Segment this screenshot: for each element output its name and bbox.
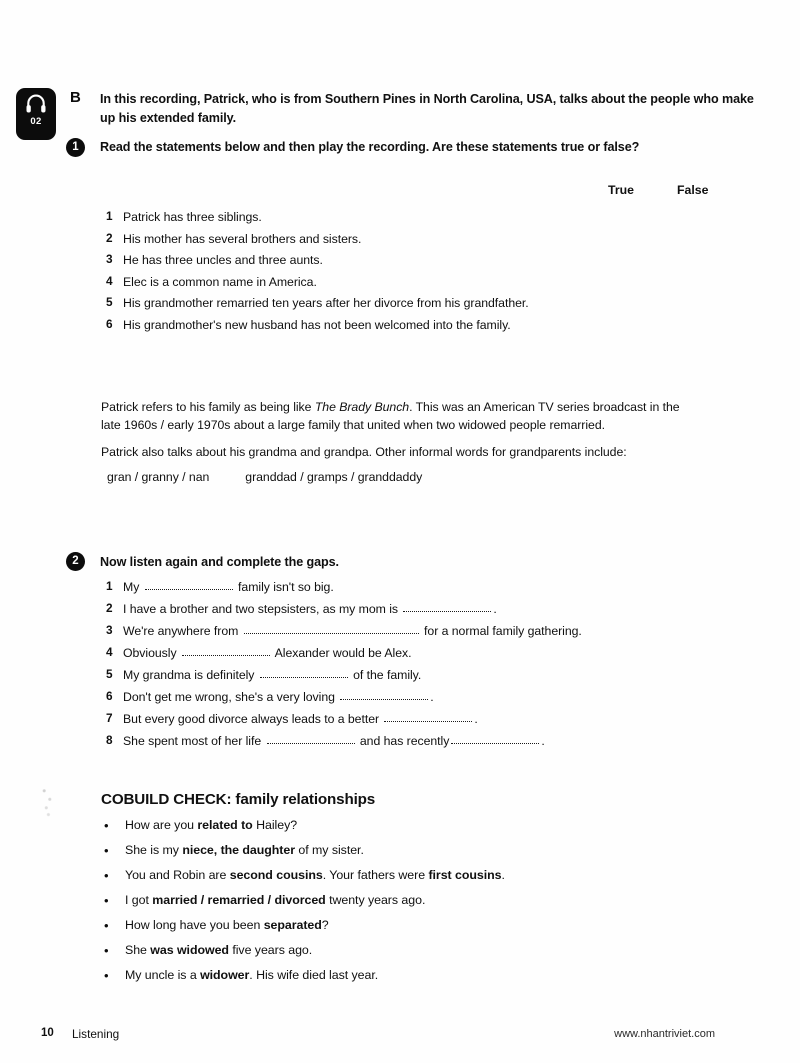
plain-text: ? [321,917,329,932]
statement-row[interactable] [106,294,726,312]
keyword-highlight: married / remarried / divorced [152,892,326,907]
keyword-highlight: separated [263,917,322,932]
headphones-icon [25,93,47,114]
gap-fill-text [123,732,545,750]
keyword-highlight: first cousins [428,867,502,882]
gap-fill-after: family isn't so big. [234,580,334,594]
bullet-icon: • [104,917,109,933]
answer-blank[interactable] [267,743,355,744]
keyword-highlight: related to [197,818,253,832]
cobuild-example-text [125,842,364,860]
statement-text: He has three uncles and three aunts. [123,253,323,268]
gap-fill-text [123,644,412,662]
statement-text: His grandmother remarried ten years after her divorce from his grandfather. [123,296,529,311]
gap-fill-row[interactable] [106,666,746,684]
statement-number: 2 [106,230,113,245]
gap-fill-after: and has recently [356,733,450,748]
statement-number: 6 [106,316,113,331]
statement-row[interactable] [106,316,726,334]
gap-fill-text [123,622,582,640]
answer-blank[interactable] [403,611,491,612]
gap-fill-tail: . [493,601,497,616]
gap-fill-before: My grandma is definitely [123,667,258,682]
footer-page-number: 10 [41,1027,54,1039]
plain-text: . Your fathers were [322,867,429,882]
gap-fill-before: Don't get me wrong, she's a very loving [123,689,339,704]
answer-blank[interactable] [260,677,348,678]
gap-fill-row[interactable] [106,732,746,750]
keyword-highlight: second cousins [229,867,323,882]
gap-fill-tail: . [541,733,545,748]
gap-fill-before: But every good divorce always leads to a better [123,711,383,726]
statement-number: 4 [106,273,113,288]
list-item [104,842,744,860]
task-2-prompt: Now listen again and complete the gaps. [100,555,339,569]
informal-words-row [101,468,701,486]
statement-number: 3 [106,252,113,267]
plain-text: five years ago. [228,942,313,957]
cobuild-example-text [125,917,329,935]
cobuild-example-text [125,867,505,885]
plain-text: She [125,942,151,957]
task-1-marker: 1 [66,138,85,157]
answer-blank[interactable] [384,721,472,722]
gap-fill-number: 2 [106,600,113,615]
plain-text: . His wife died last year. [249,967,379,982]
notes-text-2: . This was an American TV series broadcast in the late 1960s / early 1970s about a large family that united when two widowed people remarried. [101,400,680,433]
statement-text: Patrick has three siblings. [123,210,262,224]
notes-text-1: Patrick refers to his family as being like [101,400,315,414]
statement-row[interactable] [106,251,726,269]
gap-fill-number: 4 [106,644,113,659]
keyword-highlight: widower [200,967,250,982]
gap-fill-number: 1 [106,579,113,593]
gap-fill-before: She spent most of her life [123,733,265,748]
list-item [104,942,744,960]
task-1-prompt: Read the statements below and then play the recording. Are these statements true or false? [100,140,640,154]
gap-fill-row[interactable] [106,644,746,662]
cobuild-check-title: COBUILD CHECK: family relationships [101,791,376,808]
bullet-icon: • [104,867,109,883]
bullet-icon: • [104,818,109,833]
list-item [104,817,744,835]
column-header-true: True [608,183,634,197]
gap-fill-number: 6 [106,688,113,703]
true-false-statement-list [106,208,726,337]
gap-fill-text [123,710,478,728]
notes-paragraph-brady-bunch [101,398,701,434]
statement-row[interactable] [106,273,726,291]
bullet-icon: • [104,942,109,958]
gap-fill-number: 7 [106,710,113,725]
task-2-marker: 2 [66,552,85,571]
gap-fill-text [123,578,334,596]
plain-text: twenty years ago. [325,892,426,907]
plain-text: My uncle is a [125,967,201,982]
keyword-highlight: niece, the daughter [182,842,295,857]
gap-fill-row[interactable] [106,622,746,640]
gap-fill-after: Alexander would be Alex. [271,645,412,660]
bullet-icon: • [104,967,109,983]
gap-fill-tail: . [474,711,478,726]
plain-text: . [501,867,505,882]
gap-fill-before: I have a brother and two stepsisters, as my mom is [123,601,402,616]
keyword-highlight: was widowed [150,942,229,957]
notes-paragraph-grandparents: Patrick also talks about his grandma and grandpa. Other informal words for grandparents include: [101,445,627,460]
gap-fill-before: We're anywhere from [123,623,242,638]
statement-text: Elec is a common name in America. [123,274,317,289]
statement-text: His mother has several brothers and sisters. [123,231,362,246]
answer-blank[interactable] [340,699,428,700]
gap-fill-list [106,578,746,754]
gap-fill-number: 8 [106,732,113,747]
section-intro-text: In this recording, Patrick, who is from Southern Pines in North Carolina, USA, talks about the people who make up his extended family. [100,92,754,126]
cobuild-example-text [125,942,312,960]
gap-fill-row[interactable] [106,578,746,596]
answer-blank[interactable] [182,655,270,656]
column-header-false: False [677,183,709,197]
cobuild-example-text [125,892,425,910]
answer-blank[interactable] [451,743,539,744]
cobuild-example-text [125,967,378,985]
cobuild-example-text [125,817,297,835]
list-item [104,917,744,935]
footer-website: www.nhantriviet.com [614,1028,715,1040]
gap-fill-text [123,688,434,706]
bullet-icon: • [104,892,109,908]
gap-fill-after: for a normal family gathering. [420,623,582,638]
gap-fill-text [123,600,497,618]
gap-fill-before: My [123,580,143,594]
gap-fill-row[interactable] [106,600,746,618]
answer-blank[interactable] [244,633,419,634]
gap-fill-row[interactable] [106,688,746,706]
gap-fill-number: 3 [106,622,113,637]
answer-blank[interactable] [145,589,233,590]
gap-fill-before: Obviously [123,645,180,660]
list-item [104,867,744,885]
gap-fill-tail: . [430,689,434,704]
cobuild-example-list [104,817,744,992]
informal-grandpa-words: granddad / gramps / granddaddy [245,469,423,484]
list-item [104,892,744,910]
audio-track-badge[interactable] [16,88,56,140]
statement-number: 5 [106,295,113,310]
plain-text: of my sister. [295,842,364,857]
gap-fill-after: of the family. [349,667,422,682]
gap-fill-text [123,666,421,684]
tv-show-title: The Brady Bunch [314,400,410,414]
statement-row[interactable] [106,230,726,248]
footer-section-label: Listening [72,1027,120,1041]
list-item [104,967,744,985]
plain-text: You and Robin are [125,867,230,882]
plain-text: I got [125,892,153,907]
section-letter: B [70,89,81,106]
scan-artifact [40,784,54,818]
track-number: 02 [30,116,42,127]
statement-text: His grandmother's new husband has not been welcomed into the family. [123,317,511,332]
plain-text: Hailey? [252,818,298,832]
gap-fill-number: 5 [106,666,113,681]
plain-text: How long have you been [125,917,264,932]
gap-fill-row[interactable] [106,710,746,728]
culture-notes-block [101,398,701,486]
plain-text: She is my [125,842,183,857]
statement-row[interactable] [106,208,726,226]
bullet-icon: • [104,842,109,858]
informal-grandma-words: gran / granny / nan [107,469,210,484]
statement-number: 1 [106,209,113,223]
plain-text: How are you [125,818,198,832]
